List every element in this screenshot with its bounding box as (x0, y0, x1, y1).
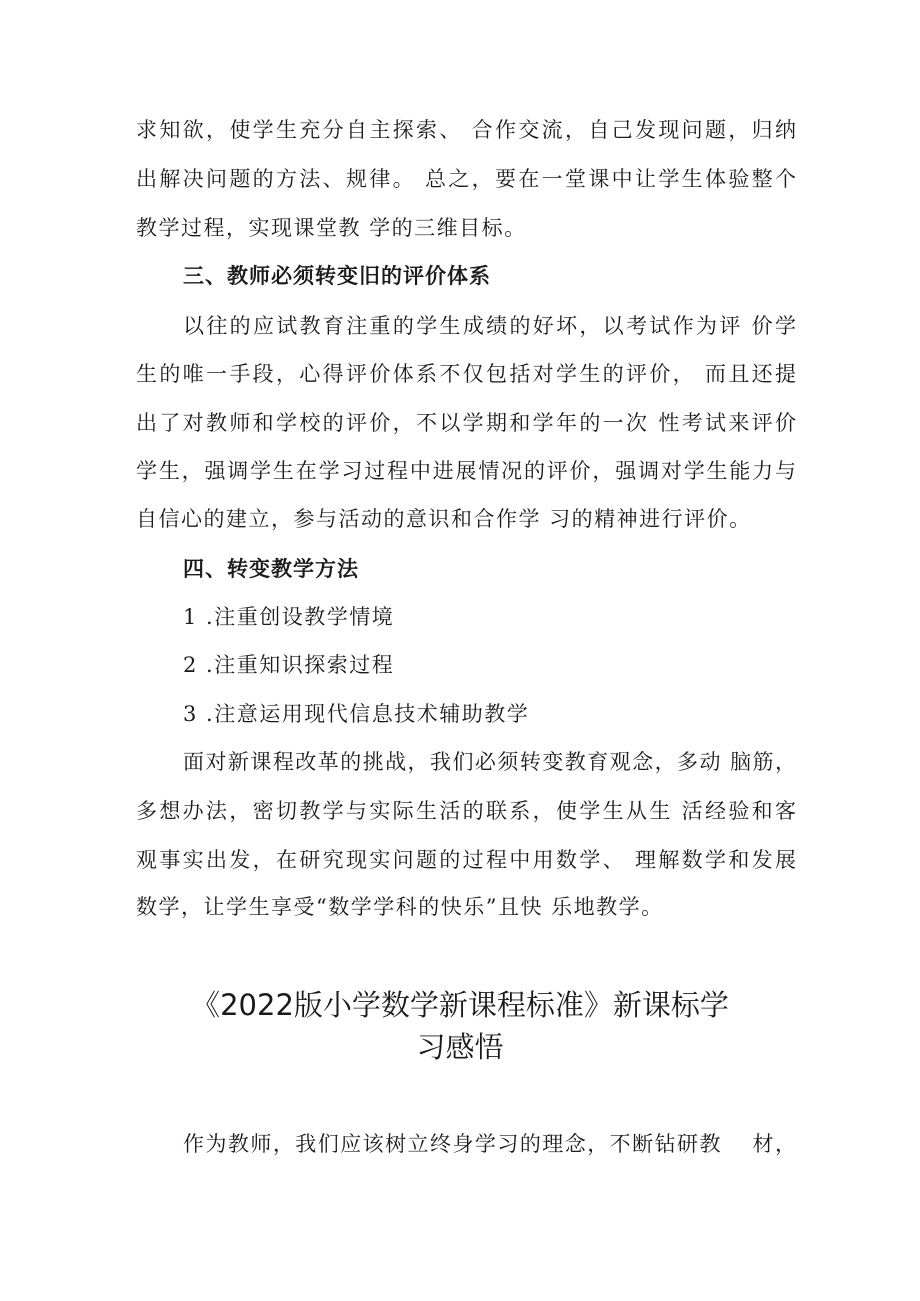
text-line: 教学过程，实现课堂教 学的三维目标。 (136, 216, 527, 240)
list-item: 2 .注重知识探索过程 (183, 653, 395, 677)
list-item: 3 .注意运用现代信息技术辅助教学 (183, 702, 530, 726)
text-line: 生的唯一手段，心得评价体系不仅包括对学生的评价， 而且还提 (136, 362, 796, 386)
text-line: 求知欲，使学生充分自主探索、 合作交流，自己发现问题，归纳 (136, 118, 796, 142)
text-line: 出解决问题的方法、规律。 总之，要在一堂课中让学生体验整个 (136, 167, 796, 191)
text-line: 自信心的建立，参与活动的意识和合作学 习的精神进行评价。 (136, 507, 752, 531)
section-heading-four: 四、转变教学方法 (183, 557, 359, 581)
text-line: 出了对教师和学校的评价，不以学期和学年的一次 性考试来评价 (136, 411, 796, 435)
list-item: 1 .注重创设教学情境 (183, 605, 395, 629)
text-line: 多想办法，密切教学与实际生活的联系，使学生从生 活经验和客 (136, 799, 796, 823)
article-title: 《2022版小学数学新课程标准》新课标学 (191, 988, 729, 1022)
text-line: 作为教师，我们应该树立终身学习的理念，不断钻研教 材， (183, 1132, 796, 1156)
text-line: 以往的应试教育注重的学生成绩的好坏，以考试作为评 价学 (183, 314, 796, 338)
text-line: 学生，强调学生在学习过程中进展情况的评价，强调对学生能力与 (136, 459, 796, 483)
text-line: 观事实出发，在研究现实问题的过程中用数学、 理解数学和发展 (136, 848, 796, 872)
text-line: 数学，让学生享受“数学学科的快乐”且快 乐地教学。 (136, 895, 664, 919)
section-heading-three: 三、教师必须转变旧的评价体系 (183, 264, 491, 288)
article-title-continued: 习感悟 (416, 1030, 504, 1064)
text-line: 面对新课程改革的挑战，我们必须转变教育观念，多动 脑筋， (183, 750, 796, 774)
